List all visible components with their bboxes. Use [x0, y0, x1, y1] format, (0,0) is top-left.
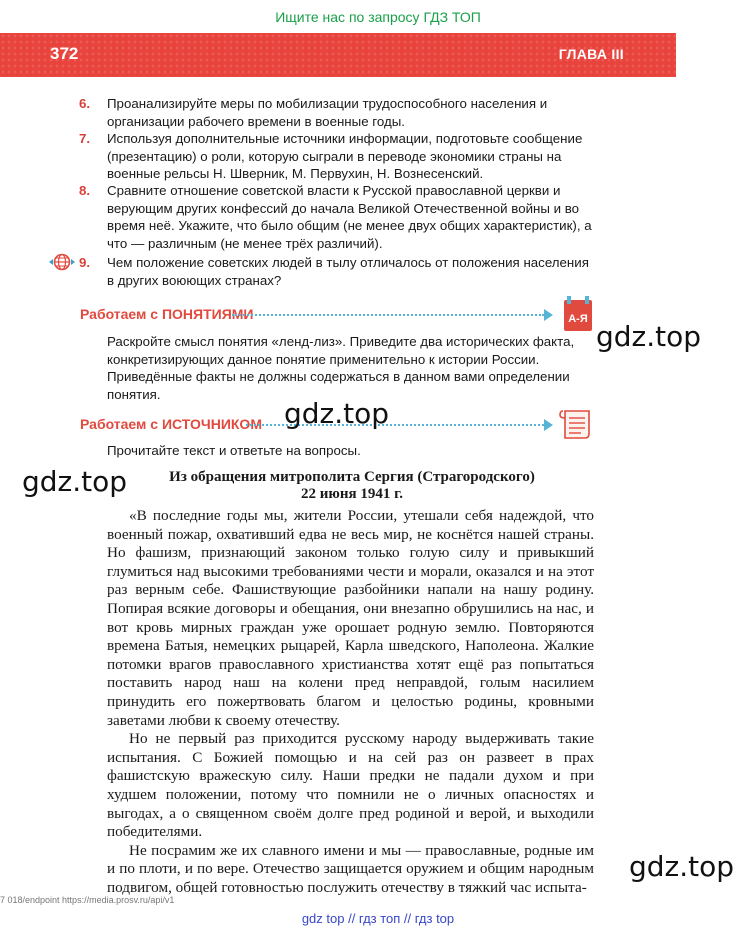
globe-icon: [47, 253, 77, 271]
document-paragraph: «В последние годы мы, жители России, утешали себя надеждой, что военный пожар, охвативший едва не весь мир, не коснётся нашей страны. Но фашизм, признающий законом только голую силу и привыкший глумиться над высокими требованиями чести и морали, оказался и на этот раз верным себе. Фашиствующие разбойники напали на нашу родину. Попирая всякие договоры и обещания, они внезапно обрушились на нас, и вот кровь мирных граждан уже орошает родную землю. Повторяются времена Батыя, немецких рыцарей, Карла шведского, Наполеона. Жалкие потомки врагов православного христианства хотят ещё раз попытаться поставить народ наш на колени пред неправдой, голым насилием принудить его пожертвовать благом и целостью родины, кровными заветами любви к своему отечеству.: [107, 507, 594, 729]
watermark: gdz.top: [596, 320, 702, 353]
question-7: [79, 130, 599, 183]
a-ya-label: А-Я: [568, 313, 588, 325]
question-number: 6.: [79, 96, 91, 111]
question-number: 9.: [79, 255, 91, 270]
document-title-line-2: 22 июня 1941 г.: [301, 486, 403, 502]
question-8: [79, 182, 599, 252]
watermark: gdz.top: [22, 465, 128, 498]
source-arrow-icon: [544, 419, 553, 431]
document-title-line-1: Из обращения митрополита Сергия (Страгородского): [169, 469, 535, 485]
document-paragraph: Не посрамим же их славного имени и мы — православные, родные им и по плоти, и по вере. Отечество защищается оружием и общим народным подвигом, общей готовностью послужить отечеству в тяжкий час испыта-: [107, 841, 594, 896]
source-section-title: Работаем с ИСТОЧНИКОМ: [80, 416, 262, 432]
page-number: 372: [50, 44, 79, 63]
source-instruction: Прочитайте текст и ответьте на вопросы.: [107, 443, 361, 458]
concepts-divider: [232, 314, 544, 316]
document-title: [107, 469, 597, 503]
top-search-note: Ищите нас по запросу ГДЗ ТОП: [275, 9, 481, 25]
concepts-section-title: Работаем с ПОНЯТИЯМИ: [80, 306, 254, 322]
question-number: 7.: [79, 131, 91, 146]
question-text: Чем положение советских людей в тылу отличалось от положения населения в других воюющих странах?: [107, 255, 589, 288]
document-paragraph: Но не первый раз приходится русскому народу выдерживать такие испытания. С Божией помощью и на сей раз он развеет в прах фашистскую вражескую силу. Наши предки не падали духом и при худшем положении, потому что помнили не о личных опасностях и выгодах, а о священном своём долге пред родиной и верой, и выходили победителями.: [107, 730, 594, 841]
concepts-arrow-icon: [544, 309, 553, 321]
watermark: gdz.top: [284, 397, 390, 430]
question-text: Используя дополнительные источники информации, подготовьте сообщение (презентацию) о роли, которую сыграли в переводе экономики страны на военные рельсы Н. Шверник, М. Первухин, Н. Вознесенский.: [107, 131, 583, 181]
page-header-bar: [0, 33, 676, 77]
scroll-icon: [559, 408, 593, 440]
question-6: [79, 95, 599, 130]
document-body: [107, 507, 594, 897]
question-9: [79, 254, 599, 289]
footer-url-fragment: 7 018/endpoint https://media.prosv.ru/api/v1: [0, 895, 175, 905]
a-ya-book-icon: [563, 296, 593, 332]
concepts-text: Раскройте смысл понятия «ленд-лиз». Приведите два исторических факта, конкретизирующих данное понятие применительно к истории России. Приведённые факты не должны содержаться в данном вами определении понятия.: [107, 334, 575, 402]
question-text: Сравните отношение советской власти к Русской православной церкви и верующим других конфессий до начала Великой Отечественной войны и во время неё. Укажите, что было общим (не менее двух общих характеристик), а что — различным (не менее трёх различий).: [107, 183, 592, 251]
watermark: gdz.top: [629, 850, 735, 883]
footer-links[interactable]: gdz top // гдз топ // гдз top: [301, 911, 455, 926]
question-text: Проанализируйте меры по мобилизации трудоспособного населения и организации рабочего времени в военные годы.: [107, 96, 548, 129]
chapter-label: ГЛАВА III: [558, 46, 624, 62]
question-number: 8.: [79, 183, 91, 198]
